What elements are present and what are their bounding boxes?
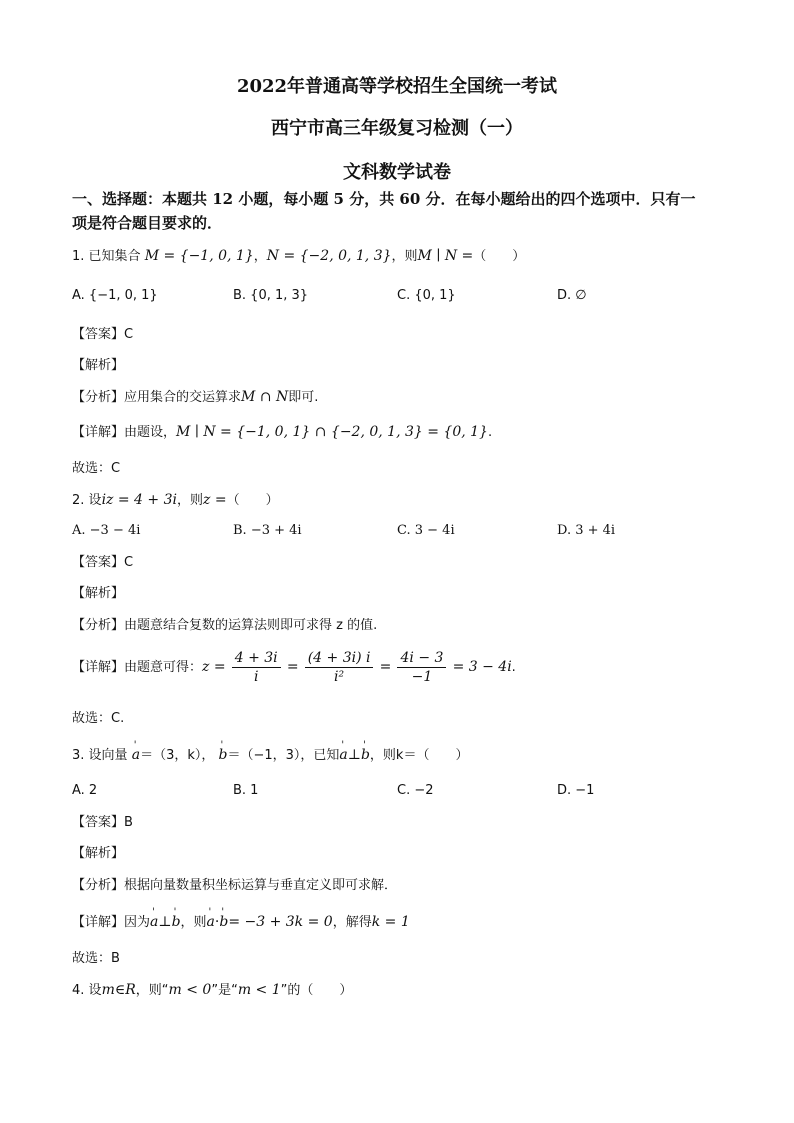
q1-option-a: A. {−1, 0, 1} [72, 288, 158, 303]
q2-detail-label: 【详解】 [72, 660, 125, 675]
q1-expr: M ∣ N = [417, 248, 474, 264]
q1-number: 1. [72, 249, 85, 264]
q3-detail-dot: · [214, 914, 220, 930]
q2-fraction-1 [232, 650, 281, 685]
q3-answer-label: 【答案】 [72, 815, 125, 830]
q1-analysis-label: 【分析】 [72, 390, 125, 405]
q3-perp: ⊥ [347, 747, 361, 763]
q3-answer-value: B [124, 815, 133, 830]
q3-option-b: B. 1 [233, 783, 259, 798]
q1-detail [72, 423, 492, 442]
q4-stem [72, 981, 352, 1000]
q3-detail-vector-b: ' b [172, 913, 181, 931]
q2-answer [72, 554, 133, 572]
q2-stem-text: 设 [88, 493, 102, 508]
q3-detail-result: k = 1 [371, 914, 410, 930]
q1-detail-text: 由题设， [124, 425, 177, 440]
q4-stem-text-d: ”的（ ） [280, 983, 353, 998]
q2-fraction-2 [305, 650, 374, 685]
q1-set-m: M = {−1, 0, 1} [144, 248, 254, 264]
q2-fraction-1-num: 4 + 3i [232, 650, 281, 668]
q2-final: 故选：C. [72, 711, 125, 726]
q2-detail-dot: . [511, 660, 516, 675]
q1-final: 故选：C [72, 461, 121, 476]
q4-cond-1: m < 0 [168, 982, 212, 998]
q3-detail-text-c: ，解得 [332, 915, 372, 930]
q1-option-d: D. ∅ [557, 288, 587, 303]
q3-detail-vector-b-2: ' b [219, 913, 228, 931]
q2-number: 2. [72, 493, 85, 508]
q3-detail-text: 因为 [124, 915, 151, 930]
q4-condition: m∈R [101, 982, 136, 998]
q4-number: 4. [72, 983, 85, 998]
q2-option-c: C. 3 − 4i [397, 523, 455, 538]
q2-fraction-3-den: −1 [411, 669, 433, 685]
q3-option-d: D. −1 [557, 783, 595, 798]
q1-analysis-text-b: 即可. [288, 390, 319, 405]
q3-final: 故选：B [72, 951, 120, 966]
q2-fraction-1-den: i [253, 669, 259, 685]
q2-answer-value: C [124, 555, 134, 570]
q3-stem-text-c: ＝（−1，3），已知 [227, 748, 340, 763]
q2-eq-1: = [286, 659, 299, 675]
q1-detail-expr: M ∣ N = {−1, 0, 1} ∩ {−2, 0, 1, 3} = {0, 1} [176, 424, 488, 440]
q2-z: z = [203, 492, 227, 508]
q3-option-a: A. 2 [72, 783, 98, 798]
section-heading-line2: 项是符合题目要求的． [72, 214, 223, 232]
q2-fraction-2-den: i² [334, 669, 345, 685]
q1-analysis-text: 应用集合的交运算求 [124, 390, 242, 405]
q1-detail-label: 【详解】 [72, 425, 125, 440]
q1-paren: （ ） [473, 249, 526, 264]
q1-sep: ， [253, 249, 267, 264]
q3-detail-perp: ⊥ [158, 914, 172, 930]
q3-detail-expr: = −3 + 3k = 0 [228, 914, 333, 930]
q3-stem-text-d: ，则k＝（ ） [369, 748, 469, 763]
q3-vector-a: ' a [132, 746, 140, 764]
q2-analysis-text: 由题意结合复数的运算法则即可求得 z 的值. [124, 618, 378, 633]
q2-fraction-2-num: (4 + 3i) i [305, 650, 374, 668]
q2-fraction-3-num: 4i − 3 [397, 650, 446, 668]
q1-answer [72, 326, 133, 344]
q2-option-d: D. 3 + 4i [557, 523, 616, 538]
q3-analysis [72, 877, 397, 895]
q2-equation: iz = 4 + 3i [101, 492, 177, 508]
q2-analysis-label: 【分析】 [72, 618, 125, 633]
q2-option-b: B. −3 + 4i [233, 523, 302, 538]
q3-vector-b: ' b [219, 746, 228, 764]
q3-number: 3. [72, 748, 85, 763]
q1-option-c: C. {0, 1} [397, 288, 456, 303]
q2-detail-text: 由题意可得： [124, 660, 203, 675]
q3-answer [72, 814, 133, 832]
q4-cond-2: m < 1 [237, 982, 281, 998]
q1-answer-label: 【答案】 [72, 327, 125, 342]
q2-detail-z: z = [202, 659, 226, 675]
q4-stem-text-c: ”是“ [211, 983, 238, 998]
q1-analysis-expr: M ∩ N [241, 389, 289, 405]
q1-stem-text-b: ，则 [391, 249, 418, 264]
q2-stem [72, 491, 279, 510]
q2-detail [72, 650, 516, 685]
q2-option-a: A. −3 − 4i [72, 523, 141, 538]
q3-option-c: C. −2 [397, 783, 434, 798]
q3-detail-vector-a-2: ' a [207, 913, 215, 931]
q4-stem-text: 设 [88, 983, 102, 998]
q3-detail-label: 【详解】 [72, 915, 125, 930]
q3-detail [72, 913, 410, 932]
q3-vector-a-2: ' a [339, 746, 347, 764]
q1-detail-dot: . [487, 425, 493, 440]
q3-analysis-text: 根据向量数量积坐标运算与垂直定义即可求解． [124, 878, 398, 893]
q3-analysis-label: 【分析】 [72, 878, 125, 893]
q3-detail-text-b: ，则 [180, 915, 207, 930]
q3-stem-text-b: ＝（3，k）， [140, 748, 215, 763]
q3-vector-b-2: ' b [361, 746, 370, 764]
q2-fraction-3 [397, 650, 446, 685]
q3-stem [72, 746, 468, 765]
q2-stem-text-b: ，则 [176, 493, 203, 508]
q1-jiexi: 【解析】 [72, 358, 125, 373]
q1-set-n: N = {−2, 0, 1, 3} [266, 248, 392, 264]
q1-stem [72, 247, 525, 266]
q3-jiexi: 【解析】 [72, 846, 125, 861]
q4-stem-text-b: ，则“ [135, 983, 169, 998]
paper-name: 文科数学试卷 [343, 162, 451, 183]
section-heading-line1: 一、选择题：本题共 12 小题，每小题 5 分，共 60 分．在每小题给出的四个选项中．只有一 [72, 190, 696, 208]
q2-paren: （ ） [226, 493, 279, 508]
q1-analysis [72, 388, 318, 407]
q2-result: = 3 − 4i [452, 659, 512, 675]
q1-answer-value: C [124, 327, 134, 342]
q3-detail-vector-a: ' a [150, 913, 158, 931]
q2-answer-label: 【答案】 [72, 555, 125, 570]
q3-stem-text: 设向量 [88, 748, 128, 763]
q2-analysis [72, 617, 377, 635]
q2-eq-2: = [379, 659, 392, 675]
exam-title: 2022年普通高等学校招生全国统一考试 [236, 76, 558, 97]
exam-subtitle: 西宁市高三年级复习检测（一） [271, 118, 523, 139]
q2-jiexi: 【解析】 [72, 586, 125, 601]
q1-stem-text: 已知集合 [88, 249, 141, 264]
q1-option-b: B. {0, 1, 3} [233, 288, 309, 303]
